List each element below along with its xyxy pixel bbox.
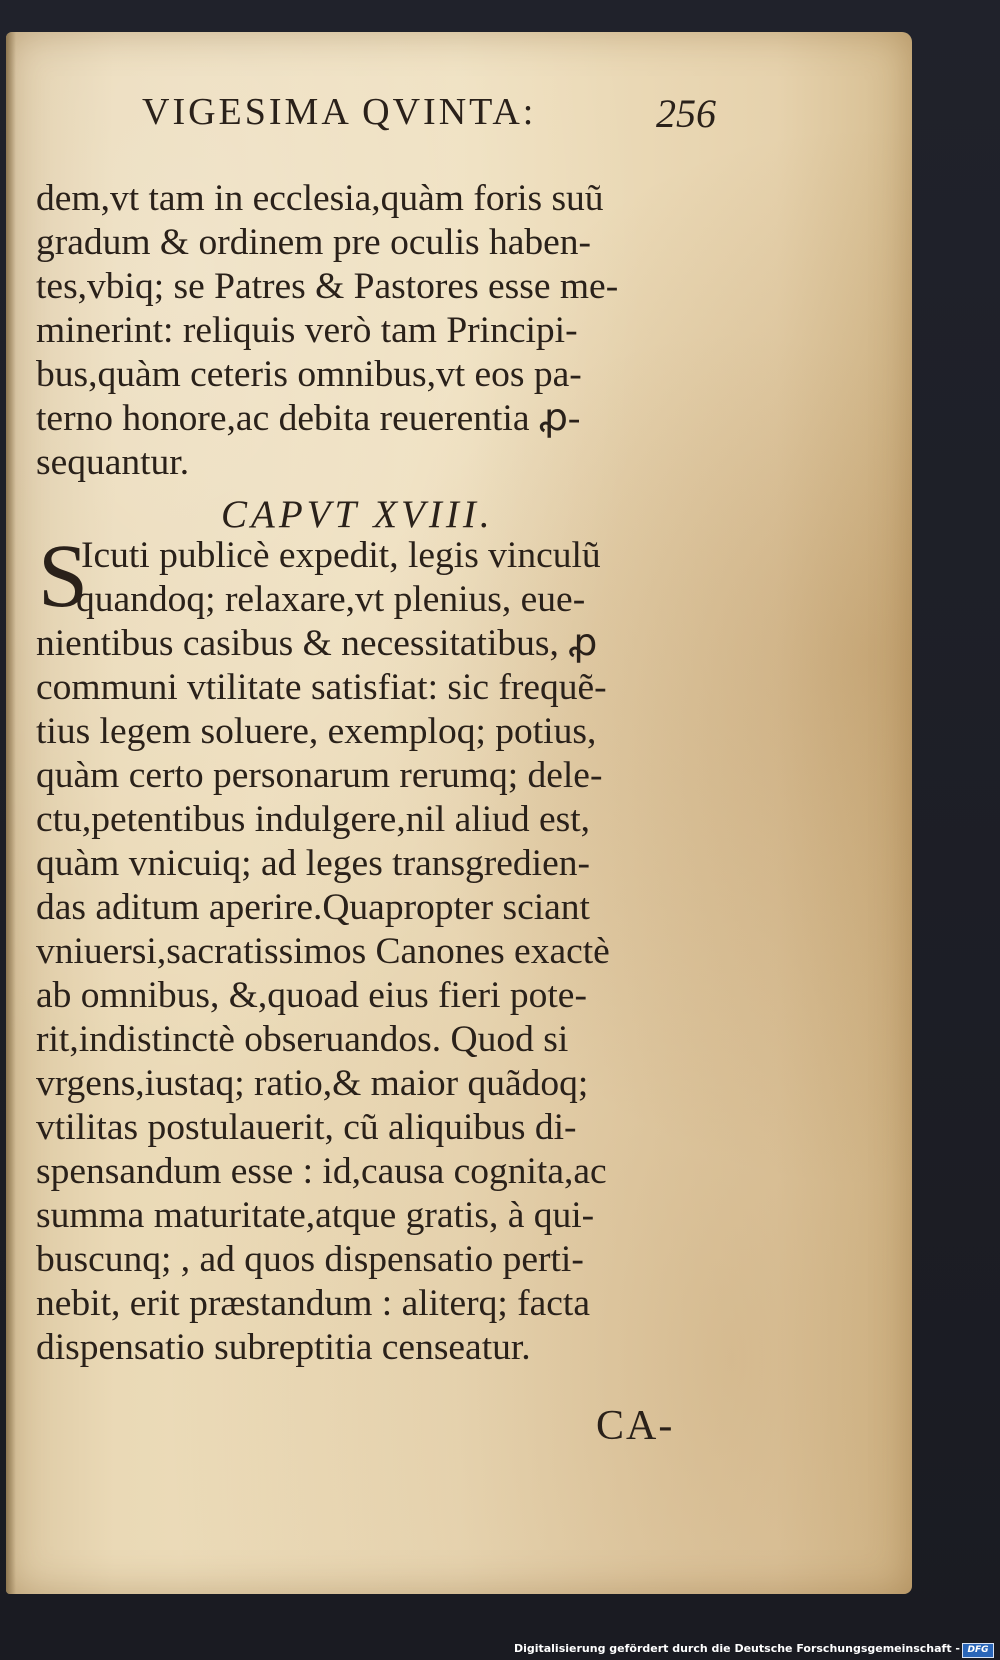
text-line: buscunq; , ad quos dispensatio perti- (36, 1239, 584, 1280)
text-line: quàm vnicuiq; ad leges transgredien- (36, 843, 590, 884)
text-line: bus,quàm ceteris omnibus,vt eos pa- (36, 354, 582, 395)
page-header (6, 90, 912, 150)
dfg-logo: DFG (962, 1643, 994, 1658)
text-line: tius legem soluere, exemploq; potius, (36, 711, 597, 752)
text-line: dispensatio subreptitia censeatur. (36, 1327, 531, 1368)
book-page (6, 32, 912, 1594)
chapter-heading: CAPVT XVIII. (221, 493, 494, 536)
text-line: dem,vt tam in ecclesia,quàm foris suũ (36, 178, 604, 219)
running-title: VIGESIMA QVINTA: (142, 91, 537, 133)
text-line: rit,indistinctè obseruandos. Quod si (36, 1019, 569, 1060)
drop-initial: S (38, 527, 89, 626)
page-number: 256 (656, 91, 716, 136)
text-line: minerint: reliquis verò tam Principi- (36, 310, 578, 351)
text-line: spensandum esse : id,causa cognita,ac (36, 1151, 607, 1192)
text-line: terno honore,ac debita reuerentia ꝓ- (36, 398, 581, 439)
text-line: nebit, erit præstandum : aliterq; facta (36, 1283, 590, 1324)
text-line: das aditum aperire.Quapropter sciant (36, 887, 590, 928)
text-line: Icuti publicè expedit, legis vinculũ (81, 535, 601, 576)
text-line: vtilitas postulauerit, cũ aliquibus di- (36, 1107, 577, 1148)
text-line: ctu,petentibus indulgere,nil aliud est, (36, 799, 591, 840)
digitization-footer (0, 1640, 1000, 1660)
chapter-paragraph (36, 527, 736, 1370)
continued-paragraph (36, 177, 726, 485)
text-line: quàm certo personarum rerumq; dele- (36, 755, 603, 796)
text-line: vniuersi,sacratissimos Canones exactè (36, 931, 610, 972)
text-line: vrgens,iustaq; ratio,& maior quãdoq; (36, 1063, 589, 1104)
catchword: CA- (596, 1403, 675, 1449)
text-line: ab omnibus, &,quoad eius fieri pote- (36, 975, 587, 1016)
text-line: sequantur. (36, 442, 190, 483)
text-line: nientibus casibus & necessitatibus, ꝓ (36, 623, 598, 664)
funding-credit: Digitalisierung gefördert durch die Deutsche Forschungsgemeinschaft - (513, 1642, 960, 1655)
text-line: communi vtilitate satisfiat: sic frequẽ- (36, 667, 607, 708)
page-gutter-shadow (6, 32, 16, 1594)
text-line: tes,vbiq; se Patres & Pastores esse me- (36, 266, 619, 307)
text-line: summa maturitate,atque gratis, à qui- (36, 1195, 595, 1236)
text-line: quandoq; relaxare,vt plenius, eue- (76, 579, 586, 620)
text-line: gradum & ordinem pre oculis haben- (36, 222, 592, 263)
